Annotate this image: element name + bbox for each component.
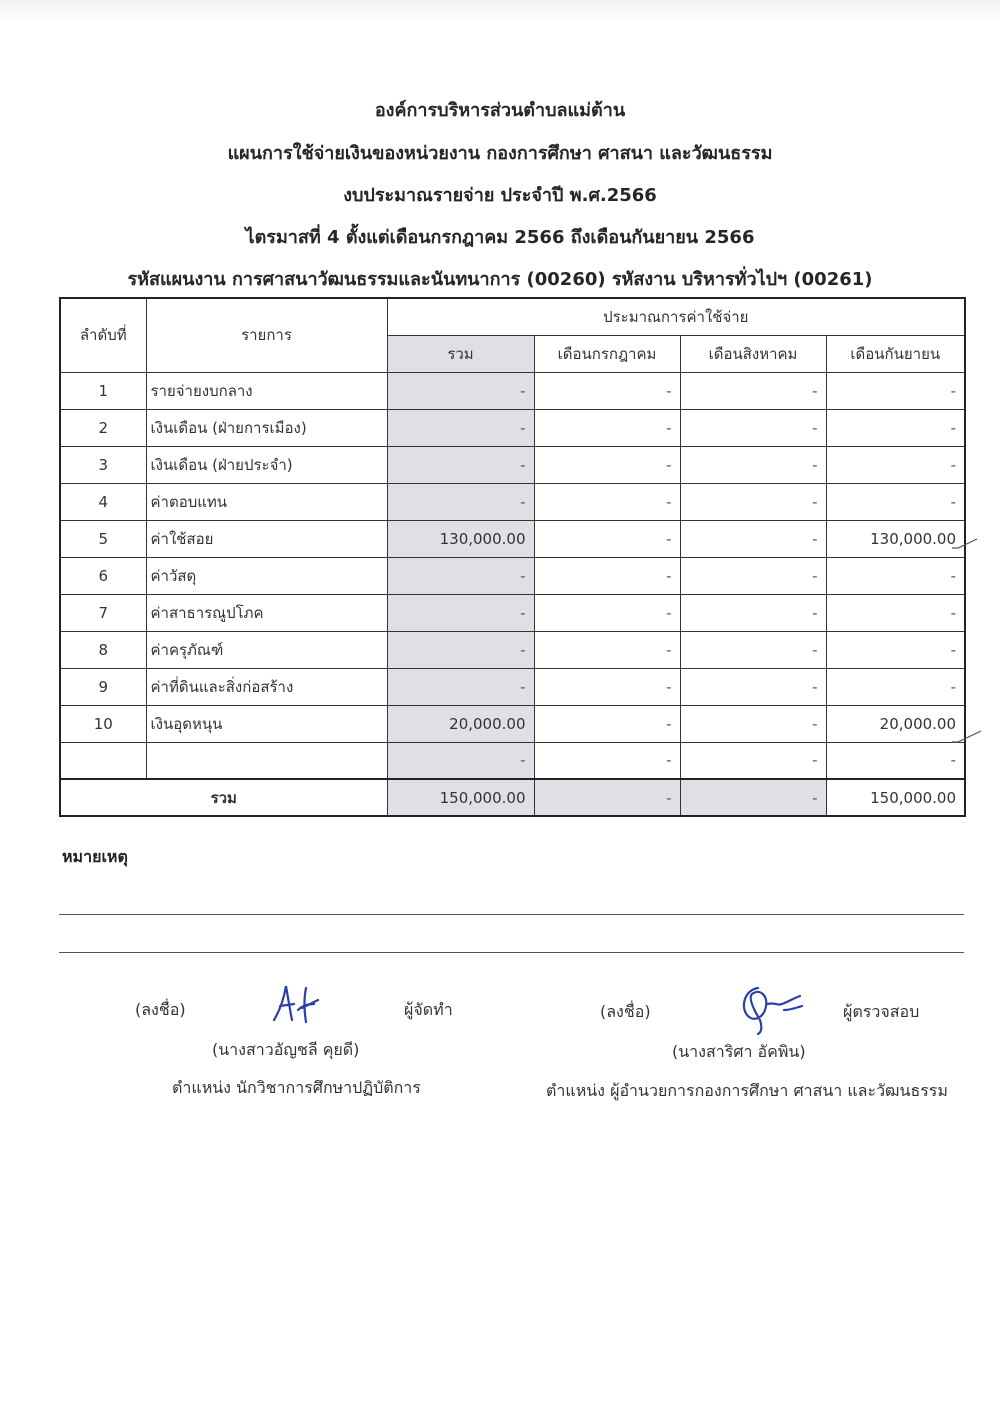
col-header-no: ลำดับที่ [60, 298, 146, 372]
left-sign-label: (ลงชื่อ) [135, 1000, 186, 1019]
row-m1: - [534, 520, 680, 557]
total-m3: 150,000.00 [826, 779, 965, 816]
col-header-group: ประมาณการค่าใช้จ่าย [387, 298, 965, 335]
table-row [60, 742, 965, 779]
table-row [60, 483, 965, 520]
table-row [60, 557, 965, 594]
tick-mark-icon [950, 536, 980, 556]
row-no: 7 [60, 594, 146, 631]
row-no: 8 [60, 631, 146, 668]
signature-left-icon [268, 980, 328, 1030]
row-m2: - [680, 705, 826, 742]
row-item: ค่าวัสดุ [146, 557, 387, 594]
table-row [60, 520, 965, 557]
table-row [60, 668, 965, 705]
org-title: องค์การบริหารส่วนตำบลแม่ต้าน [374, 100, 626, 121]
row-m2: - [680, 520, 826, 557]
col-header-m2: เดือนสิงหาคม [680, 335, 826, 372]
row-m1: - [534, 742, 680, 779]
row-m3: - [826, 631, 965, 668]
row-m2: - [680, 372, 826, 409]
row-no: 3 [60, 446, 146, 483]
scan-edge [0, 0, 1000, 22]
row-total: - [387, 742, 534, 779]
row-no: 1 [60, 372, 146, 409]
signature-right-icon [734, 980, 808, 1038]
row-m2: - [680, 668, 826, 705]
row-m3: - [826, 483, 965, 520]
row-no: 6 [60, 557, 146, 594]
row-no: 4 [60, 483, 146, 520]
row-m1: - [534, 705, 680, 742]
row-m2: - [680, 557, 826, 594]
row-m1: - [534, 631, 680, 668]
tick-mark-icon [950, 728, 984, 750]
row-total: - [387, 668, 534, 705]
remarks-label: หมายเหตุ [62, 847, 128, 866]
row-m2: - [680, 742, 826, 779]
left-position: ตำแหน่ง นักวิชาการศึกษาปฏิบัติการ [172, 1078, 421, 1097]
row-m1: - [534, 557, 680, 594]
row-item [146, 742, 387, 779]
row-item: ค่าที่ดินและสิ่งก่อสร้าง [146, 668, 387, 705]
right-sign-label: (ลงชื่อ) [600, 1002, 651, 1021]
row-total: - [387, 631, 534, 668]
total-sum: 150,000.00 [387, 779, 534, 816]
row-m2: - [680, 483, 826, 520]
row-m3: - [826, 372, 965, 409]
right-position: ตำแหน่ง ผู้อำนวยการกองการศึกษา ศาสนา และวัฒนธรรม [546, 1081, 948, 1100]
row-total: - [387, 594, 534, 631]
col-header-item: รายการ [146, 298, 387, 372]
plan-title: แผนการใช้จ่ายเงินของหน่วยงาน กองการศึกษา ศาสนา และวัฒนธรรม [227, 143, 773, 164]
remarks-line-1 [59, 914, 964, 915]
row-m1: - [534, 446, 680, 483]
row-m3: - [826, 446, 965, 483]
row-no: 10 [60, 705, 146, 742]
row-no: 2 [60, 409, 146, 446]
row-m3: - [826, 594, 965, 631]
row-total: - [387, 557, 534, 594]
row-m2: - [680, 409, 826, 446]
table-row [60, 631, 965, 668]
row-item: รายจ่ายงบกลาง [146, 372, 387, 409]
col-header-m1: เดือนกรกฎาคม [534, 335, 680, 372]
row-m1: - [534, 372, 680, 409]
budget-table [59, 297, 966, 817]
total-label: รวม [60, 779, 387, 816]
row-m2: - [680, 594, 826, 631]
budget-title: งบประมาณรายจ่าย ประจำปี พ.ศ.2566 [343, 185, 657, 206]
total-m1: - [534, 779, 680, 816]
right-name: (นางสาริศา อัคพิน) [672, 1042, 806, 1061]
row-item: ค่าสาธารณูปโภค [146, 594, 387, 631]
row-m1: - [534, 594, 680, 631]
row-m3: - [826, 557, 965, 594]
row-total: - [387, 483, 534, 520]
col-header-total: รวม [387, 335, 534, 372]
table-row [60, 372, 965, 409]
row-m3: 130,000.00 [826, 520, 965, 557]
row-m1: - [534, 483, 680, 520]
total-m2: - [680, 779, 826, 816]
left-name: (นางสาวอัญชลี คุยดี) [212, 1040, 360, 1059]
row-total: - [387, 409, 534, 446]
quarter-title: ไตรมาสที่ 4 ตั้งแต่เดือนกรกฎาคม 2566 ถึงเดือนกันยายน 2566 [245, 227, 755, 248]
right-role: ผู้ตรวจสอบ [843, 1002, 920, 1021]
row-m3: 20,000.00 [826, 705, 965, 742]
row-item: ค่าใช้สอย [146, 520, 387, 557]
col-header-m3: เดือนกันยายน [826, 335, 965, 372]
table-row [60, 409, 965, 446]
row-item: เงินอุดหนุน [146, 705, 387, 742]
row-total: 20,000.00 [387, 705, 534, 742]
row-m3: - [826, 668, 965, 705]
row-no: 9 [60, 668, 146, 705]
row-item: เงินเดือน (ฝ่ายประจำ) [146, 446, 387, 483]
total-row [60, 779, 965, 816]
row-m2: - [680, 631, 826, 668]
row-item: ค่าตอบแทน [146, 483, 387, 520]
row-total: - [387, 446, 534, 483]
row-total: 130,000.00 [387, 520, 534, 557]
row-item: ค่าครุภัณฑ์ [146, 631, 387, 668]
row-item: เงินเดือน (ฝ่ายการเมือง) [146, 409, 387, 446]
row-m1: - [534, 409, 680, 446]
row-no [60, 742, 146, 779]
row-no: 5 [60, 520, 146, 557]
remarks-line-2 [59, 952, 964, 953]
left-role: ผู้จัดทำ [404, 1000, 453, 1019]
row-m3: - [826, 409, 965, 446]
row-m3: - [826, 742, 965, 779]
row-m2: - [680, 446, 826, 483]
row-m1: - [534, 668, 680, 705]
codes-title: รหัสแผนงาน การศาสนาวัฒนธรรมและนันทนาการ (00260) รหัสงาน บริหารทั่วไปฯ (00261) [127, 269, 873, 290]
table-row [60, 446, 965, 483]
row-total: - [387, 372, 534, 409]
table-row [60, 594, 965, 631]
table-row [60, 705, 965, 742]
